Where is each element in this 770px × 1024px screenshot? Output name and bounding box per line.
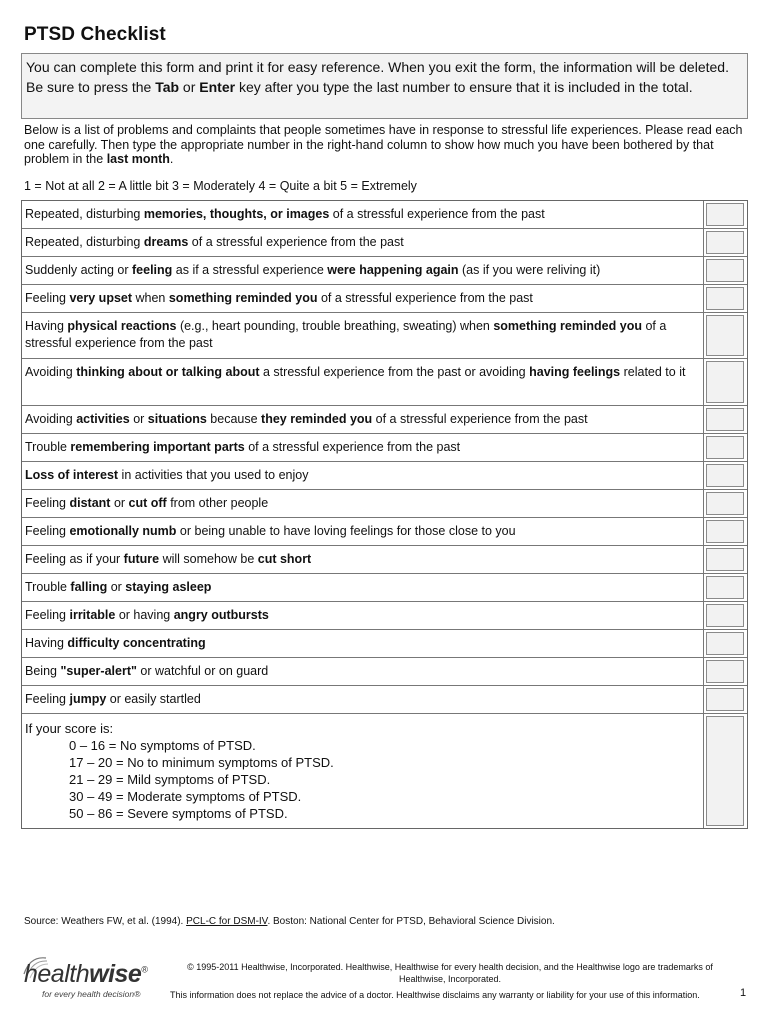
checklist-table [21,200,748,829]
question-fragment: Avoiding [25,365,77,379]
question-row [22,602,747,630]
question-text [25,551,695,568]
instructions-text: key after you type the last number to ensure that it is included in the total. [235,79,693,95]
question-row [22,518,747,546]
question-fragment: will somehow be [159,552,258,566]
score-input[interactable] [706,408,744,431]
question-fragment: related to it [620,365,686,379]
intro-paragraph [24,123,744,167]
question-fragment: when [132,291,169,305]
total-score-field[interactable] [706,716,744,826]
question-row [22,658,747,686]
page-number: 1 [740,987,747,999]
question-fragment: because [206,412,262,426]
question-row [22,434,747,462]
question-fragment: Having [25,319,68,333]
question-row [22,546,747,574]
question-emphasis: cut short [257,552,312,566]
instructions-line-2 [26,77,743,97]
question-emphasis: jumpy [69,692,107,706]
logo-registered-mark: ® [141,964,148,975]
intro-emphasis: last month [106,152,170,166]
rating-scale: 1 = Not at all 2 = A little bit 3 = Moderately 4 = Quite a bit 5 = Extremely [24,179,417,193]
score-input[interactable] [706,203,744,226]
question-text [25,290,695,307]
question-emphasis: dreams [143,235,189,249]
question-emphasis: were happening again [327,263,459,277]
question-fragment: or having [115,608,174,622]
score-range: 21 – 29 = Mild symptoms of PTSD. [69,772,271,787]
question-fragment: Trouble [25,440,71,454]
question-text [25,467,695,484]
question-fragment: of a stressful experience from the past [329,207,545,221]
instructions-box [21,53,748,119]
question-row [22,313,747,359]
score-input[interactable] [706,576,744,599]
question-emphasis: distant [69,496,111,510]
question-emphasis: physical reactions [67,319,177,333]
question-fragment: of a stressful experience from the past [244,440,461,454]
score-input[interactable] [706,259,744,282]
question-emphasis: memories, thoughts, or images [143,207,330,221]
column-divider [703,546,704,573]
score-range: 30 – 49 = Moderate symptoms of PTSD. [69,789,302,804]
question-fragment: from other people [166,496,269,510]
question-text [25,234,695,251]
question-emphasis: feeling [132,263,173,277]
question-text [25,663,695,680]
column-divider [703,359,704,405]
question-fragment: of a stressful experience from the past [25,319,667,350]
source-citation [24,916,555,927]
question-fragment: in activities that you used to enjoy [118,468,309,482]
tab-key-label: Tab [155,79,180,95]
question-fragment: Feeling [25,692,70,706]
score-input[interactable] [706,464,744,487]
logo-word-light: health [24,960,90,988]
column-divider [703,490,704,517]
question-emphasis: situations [147,412,207,426]
question-text [25,523,695,540]
question-emphasis: staying asleep [125,580,212,594]
score-input[interactable] [706,688,744,711]
copyright-notice: © 1995-2011 Healthwise, Incorporated. Healthwise, Healthwise for every health decision, and the Healthwise logo are trademarks of Healthwise, Incorporated. [187,962,713,984]
source-link[interactable]: PCL-C for DSM-IV [186,916,268,927]
question-emphasis: something reminded you [168,291,318,305]
question-fragment: Feeling [25,291,70,305]
score-range: 0 – 16 = No symptoms of PTSD. [69,738,256,753]
question-row [22,257,747,285]
column-divider [703,574,704,601]
question-emphasis: thinking about or talking about [76,365,260,379]
instructions-text: or [179,79,200,95]
question-row [22,462,747,490]
question-fragment: Being [25,664,61,678]
score-input[interactable] [706,548,744,571]
question-emphasis: they reminded you [261,412,373,426]
column-divider [703,406,704,433]
column-divider [703,658,704,685]
question-row [22,686,747,714]
logo-tagline: for every health decision® [42,989,141,999]
question-emphasis: cut off [128,496,167,510]
column-divider [703,257,704,284]
score-input[interactable] [706,632,744,655]
question-fragment: a stressful experience from the past or avoiding [259,365,530,379]
question-emphasis: angry outbursts [173,608,269,622]
score-input[interactable] [706,361,744,403]
score-range: 50 – 86 = Severe symptoms of PTSD. [69,806,288,821]
source-text-end: . Boston: National Center for PTSD, Behavioral Science Division. [267,916,555,927]
instructions-text: Be sure to press the [26,79,156,95]
disclaimer: This information does not replace the advice of a doctor. Healthwise disclaims any warranty or liability for your use of this information. [170,990,700,1000]
question-text [25,635,695,652]
score-guide-heading: If your score is: [25,721,114,736]
question-fragment: of a stressful experience from the past [317,291,533,305]
column-divider [703,229,704,256]
question-fragment: or being unable to have loving feelings for those close to you [176,524,516,538]
question-fragment: or [129,412,148,426]
question-row [22,359,747,406]
score-input[interactable] [706,604,744,627]
column-divider [703,201,704,228]
score-input[interactable] [706,231,744,254]
question-emphasis: difficulty concentrating [67,636,206,650]
question-fragment: of a stressful experience from the past [372,412,588,426]
column-divider [703,714,704,828]
total-row [22,714,747,828]
question-emphasis: future [123,552,160,566]
question-fragment: (e.g., heart pounding, trouble breathing, sweating) when [176,319,494,333]
question-text [25,495,695,512]
question-row [22,574,747,602]
column-divider [703,285,704,312]
intro-text: Below is a list of problems and complaints that people sometimes have in response to stressful life experiences. Please read each one carefully. Then type the appropriate number in the right-hand column to show how much you have been bothered by that problem in the [24,123,743,166]
question-emphasis: Loss of interest [25,468,119,482]
column-divider [703,518,704,545]
question-text [25,318,695,352]
score-input[interactable] [706,492,744,515]
question-fragment: Suddenly acting or [25,263,133,277]
page-title: PTSD Checklist [24,24,166,45]
enter-key-label: Enter [199,79,236,95]
question-fragment: Trouble [25,580,71,594]
score-input[interactable] [706,315,744,356]
question-text [25,262,695,279]
question-emphasis: very upset [69,291,133,305]
column-divider [703,313,704,358]
question-row [22,201,747,229]
question-emphasis: activities [76,412,130,426]
intro-text-end: . [169,152,174,166]
score-guide [25,720,334,822]
question-row [22,630,747,658]
score-input[interactable] [706,436,744,459]
question-row [22,285,747,313]
question-text [25,691,695,708]
instructions-line-1: You can complete this form and print it for easy reference. When you exit the form, the information will be deleted. [26,59,729,75]
score-range: 17 – 20 = No to minimum symptoms of PTSD. [69,755,334,770]
question-row [22,229,747,257]
question-fragment: or [110,496,129,510]
question-fragment: Feeling as if your [25,552,124,566]
question-text [25,411,695,428]
logo-word-bold: wise [89,960,142,988]
question-text [25,607,695,624]
question-fragment: Avoiding [25,412,77,426]
column-divider [703,434,704,461]
question-row [22,490,747,518]
question-emphasis: remembering important parts [70,440,245,454]
question-fragment: Feeling [25,496,70,510]
question-emphasis: irritable [69,608,116,622]
score-input[interactable] [706,660,744,683]
score-input[interactable] [706,520,744,543]
source-text: Source: Weathers FW, et al. (1994). [24,916,187,927]
question-fragment: or easily startled [106,692,201,706]
column-divider [703,630,704,657]
score-input[interactable] [706,287,744,310]
logo-wordmark [24,960,147,989]
question-fragment: Having [25,636,68,650]
question-emphasis: emotionally numb [69,524,177,538]
question-emphasis: something reminded you [493,319,642,333]
column-divider [703,686,704,713]
question-fragment: Repeated, disturbing [25,207,144,221]
question-emphasis: having feelings [529,365,621,379]
question-fragment: or [107,580,126,594]
question-fragment: of a stressful experience from the past [188,235,404,249]
question-text [25,364,695,381]
question-fragment: or watchful or on guard [136,664,269,678]
question-emphasis: falling [70,580,108,594]
question-fragment: Feeling [25,524,70,538]
question-text [25,439,695,456]
column-divider [703,602,704,629]
question-row [22,406,747,434]
question-fragment: as if a stressful experience [172,263,328,277]
question-text [25,206,695,223]
question-emphasis: "super-alert" [60,664,137,678]
question-text [25,579,695,596]
question-fragment: Feeling [25,608,70,622]
column-divider [703,462,704,489]
question-fragment: (as if you were reliving it) [458,263,601,277]
question-fragment: Repeated, disturbing [25,235,144,249]
healthwise-logo [24,958,164,1002]
